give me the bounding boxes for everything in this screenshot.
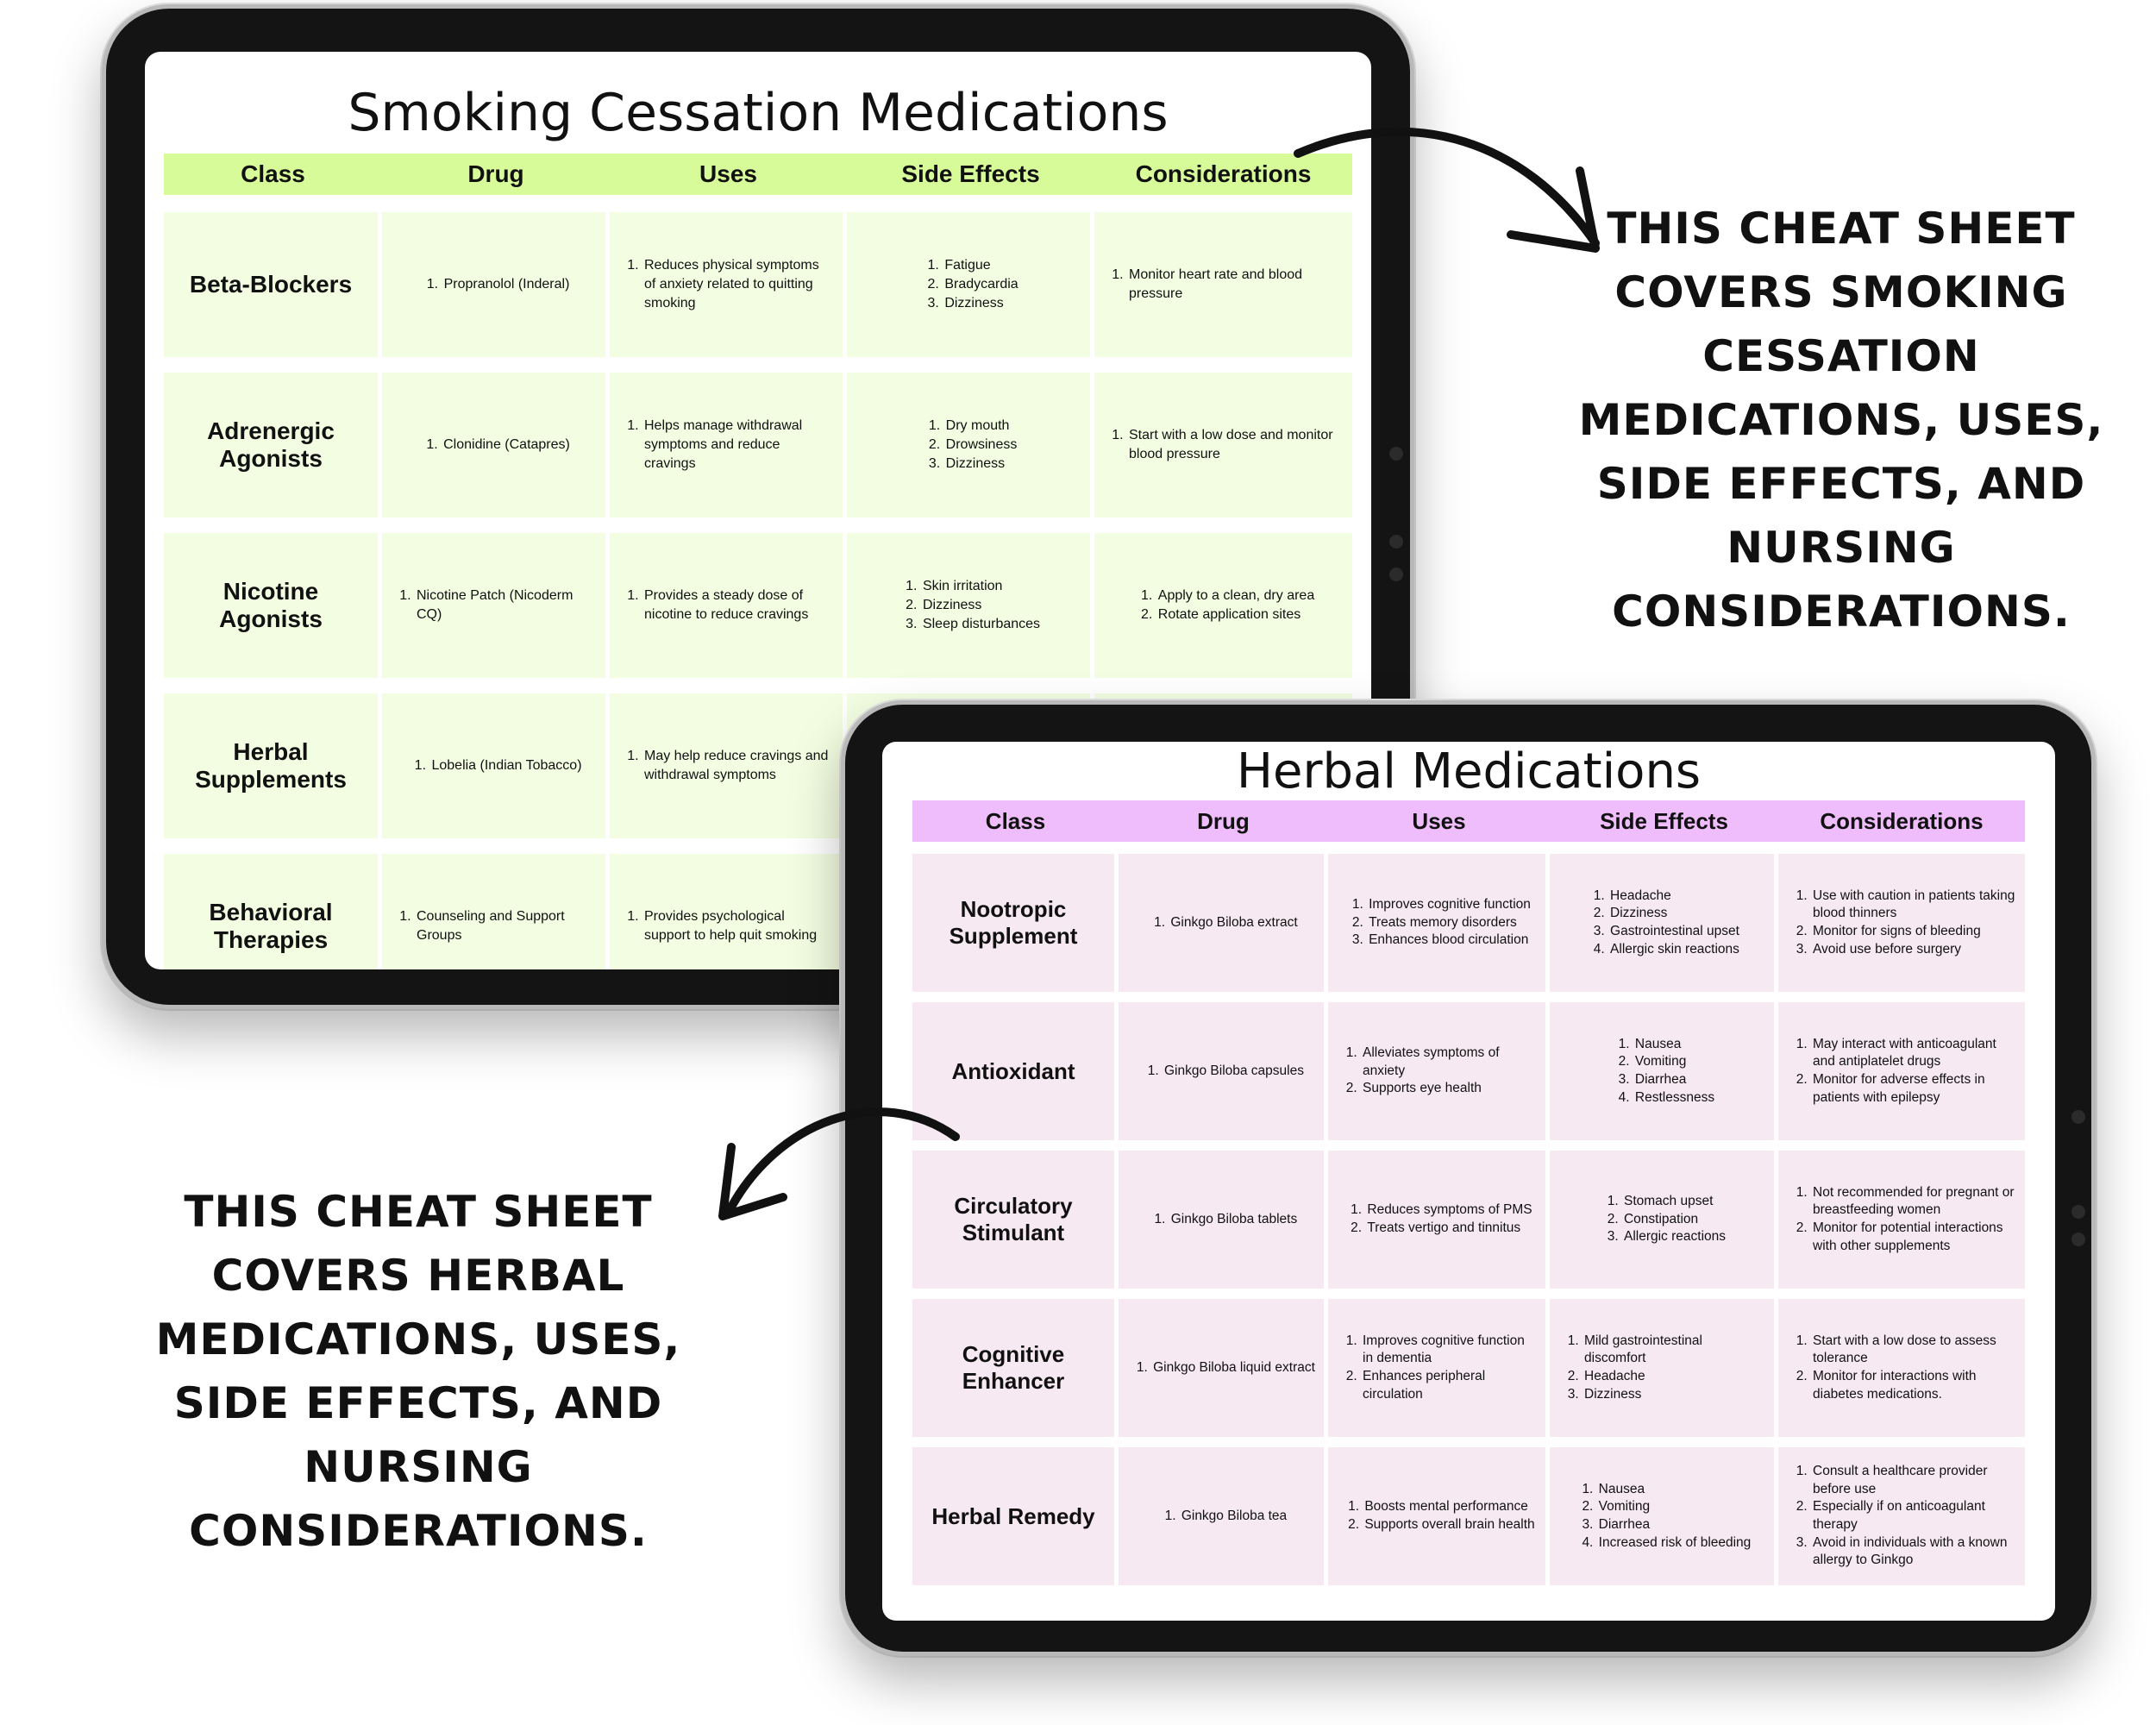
list-item: 1. May help reduce cravings and withdrawal symptoms [642,747,834,785]
numbered-list [1103,426,1344,464]
list-item: 1. Mild gastrointestinal discomfort [1583,1333,1765,1368]
list-item: 2. Rotate application sites [1156,605,1314,624]
button-dot [1389,568,1403,581]
numbered-list [1132,586,1314,624]
camera-dot [2071,1110,2085,1124]
drug-cell [1119,1151,1328,1289]
column-header: Drug [467,160,524,187]
numbered-list [618,256,834,312]
drug-cell [1119,1002,1328,1140]
list-item: 1. Provides psychological support to help quit smoking [642,907,834,945]
numbered-list [1787,888,2016,958]
list-item: 1. Fatigue [943,256,1018,275]
class-cell [912,1002,1119,1140]
class-label: Herbal Supplements [195,738,347,793]
column-header: Side Effects [1600,807,1728,834]
list-item: 2. Especially if on anticoagulant therapy [1811,1498,2016,1534]
class-label: Nootropic Supplement [949,896,1078,949]
list-item: 2. Vomiting [1633,1053,1714,1071]
numbered-list [1138,1063,1304,1081]
list-item: 1. Start with a low dose to assess tolerance [1811,1333,2016,1368]
numbered-list [1338,1498,1534,1534]
list-item: 1. Propranolol (Inderal) [442,275,570,294]
numbered-list [1156,1508,1287,1526]
drug-cell [382,533,610,678]
list-item: 1. Clonidine (Catapres) [442,436,570,455]
considerations-cell [1094,533,1352,678]
numbered-list [405,756,581,775]
list-item: 1. Stomach upset [1622,1193,1726,1211]
class-label: Nicotine Agonists [219,578,323,632]
list-item: 2. Supports overall brain health [1363,1516,1534,1534]
list-item: 2. Vomiting [1597,1498,1752,1516]
drug-cell [382,693,610,838]
numbered-list [1787,1463,2016,1570]
list-item: 3. Allergic reactions [1622,1228,1726,1246]
numbered-list [417,436,570,455]
numbered-list [618,417,834,473]
uses-cell [610,693,847,838]
class-label: Beta-Blockers [189,271,353,298]
button-dot [2071,1233,2085,1246]
side-effects-cell [1550,1447,1778,1585]
class-label: Antioxidant [951,1057,1075,1084]
numbered-list [618,907,834,945]
list-item: 2. Treats vertigo and tinnitus [1365,1220,1532,1238]
uses-cell [1328,854,1550,992]
page-title: Smoking Cessation Medications [348,83,1169,143]
table-header [164,154,1352,195]
caption-herbal: THIS CHEAT SHEET COVERS HERBAL MEDICATIONS, USES, SIDE EFFECTS, AND NURSING CONSIDERATIONS. [155,1187,681,1556]
side-effects-cell [1550,1151,1778,1289]
list-item: 3. Diarrhea [1597,1516,1752,1534]
numbered-list [1144,914,1297,932]
list-item: 3. Diarrhea [1633,1071,1714,1089]
tablet-screen [882,742,2055,1621]
drug-cell [1119,1447,1328,1585]
table-row [912,854,2025,992]
numbered-list [1609,1036,1714,1107]
list-item: 3. Gastrointestinal upset [1608,923,1739,941]
list-item: 2. Monitor for interactions with diabetes medications. [1811,1368,2016,1403]
numbered-list [618,747,834,785]
list-item: 1. Counseling and Support Groups [415,907,597,945]
uses-cell [610,854,847,969]
list-item: 1. Helps manage withdrawal symptoms and reduce cravings [642,417,834,473]
list-item: 1. Ginkgo Biloba tablets [1169,1211,1297,1229]
considerations-cell [1094,212,1352,357]
numbered-list [391,907,597,945]
list-item: 1. Start with a low dose and monitor blood pressure [1127,426,1344,464]
column-header: Uses [1412,807,1466,834]
button-dot [1389,535,1403,549]
list-item: 3. Dizziness [944,455,1018,474]
column-header: Considerations [1820,807,1984,834]
numbered-list [1787,1184,2016,1255]
numbered-list [1337,1333,1537,1403]
class-cell [912,1299,1119,1437]
list-item: 4. Restlessness [1633,1089,1714,1107]
column-header: Side Effects [901,160,1040,187]
numbered-list [1337,1044,1537,1098]
list-item: 3. Dizziness [943,294,1018,313]
list-item: 1. Improves cognitive function [1367,896,1531,914]
column-header: Considerations [1135,160,1312,187]
list-item: 3. Dizziness [1583,1386,1765,1404]
list-item: 2. Drowsiness [944,436,1018,455]
table-row [912,1002,2025,1140]
numbered-list [1573,1481,1752,1552]
list-item: 1. Ginkgo Biloba tea [1180,1508,1287,1526]
page-title: Herbal Medications [1236,743,1702,800]
drug-cell [1119,854,1328,992]
uses-cell [1328,1002,1550,1140]
uses-cell [610,533,847,678]
column-header: Class [241,160,305,187]
list-item: 2. Supports eye health [1361,1080,1537,1098]
list-item: 1. Provides a steady dose of nicotine to reduce cravings [642,586,834,624]
numbered-list [920,417,1018,473]
table-row [912,1151,2025,1289]
list-item: 1. Lobelia (Indian Tobacco) [429,756,581,775]
list-item: 1. Ginkgo Biloba capsules [1163,1063,1304,1081]
numbered-list [391,586,597,624]
numbered-list [1103,266,1344,304]
table-row [164,373,1352,518]
list-item: 1. Reduces symptoms of PMS [1365,1201,1532,1220]
table-row [912,1447,2025,1585]
list-item: 2. Enhances peripheral circulation [1361,1368,1537,1403]
list-item: 2. Dizziness [1608,905,1739,923]
considerations-cell [1778,1151,2025,1289]
list-item: 1. Skin irritation [921,577,1040,596]
list-item: 1. Consult a healthcare provider before use [1811,1463,2016,1498]
uses-cell [1328,1447,1550,1585]
considerations-cell [1778,1299,2025,1437]
list-item: 2. Headache [1583,1368,1765,1386]
drug-cell [382,212,610,357]
side-effects-cell [847,373,1094,518]
numbered-list [1598,1193,1726,1246]
class-cell [164,212,382,357]
list-item: 1. Reduces physical symptoms of anxiety related to quitting smoking [642,256,834,312]
camera-dot [1389,447,1403,461]
list-item: 1. Boosts mental performance [1363,1498,1534,1516]
numbered-list [1584,888,1739,958]
numbered-list [1145,1211,1297,1229]
list-item: 1. Use with caution in patients taking blood thinners [1811,888,2016,923]
class-label: Adrenergic Agonists [207,417,335,472]
list-item: 2. Monitor for adverse effects in patients with epilepsy [1811,1071,2016,1107]
side-effects-cell [1550,1299,1778,1437]
list-item: 1. Nicotine Patch (Nicoderm CQ) [415,586,597,624]
list-item: 1. Alleviates symptoms of anxiety [1361,1044,1537,1080]
numbered-list [618,586,834,624]
list-item: 2. Monitor for potential interactions with other supplements [1811,1220,2016,1255]
considerations-cell [1778,1447,2025,1585]
class-label: Cognitive Enhancer [962,1341,1065,1394]
list-item: 3. Avoid use before surgery [1811,941,2016,959]
list-item: 4. Increased risk of bleeding [1597,1534,1752,1552]
drug-cell [1119,1299,1328,1437]
numbered-list [1558,1333,1765,1403]
list-item: 1. Dry mouth [944,417,1018,436]
numbered-list [918,256,1018,312]
list-item: 4. Allergic skin reactions [1608,941,1739,959]
list-item: 2. Monitor for signs of bleeding [1811,923,2016,941]
list-item: 3. Sleep disturbances [921,615,1040,634]
class-cell [912,854,1119,992]
class-cell [164,373,382,518]
considerations-cell [1094,373,1352,518]
list-item: 1. Headache [1608,888,1739,906]
uses-cell [610,212,847,357]
drug-cell [382,854,610,969]
class-label: Circulatory Stimulant [954,1193,1073,1245]
table-row [912,1299,2025,1437]
list-item: 1. Ginkgo Biloba liquid extract [1151,1359,1315,1377]
class-cell [164,533,382,678]
class-label: Herbal Remedy [931,1502,1095,1529]
list-item: 1. May interact with anticoagulant and antiplatelet drugs [1811,1036,2016,1071]
class-cell [164,854,382,969]
list-item: 2. Dizziness [921,596,1040,615]
table-row [164,212,1352,357]
list-item: 1. Not recommended for pregnant or breastfeeding women [1811,1184,2016,1220]
numbered-list [1127,1359,1315,1377]
numbered-list [418,275,570,294]
table-header [912,800,2025,842]
column-header: Uses [699,160,757,187]
considerations-cell [1778,1002,2025,1140]
numbered-list [1341,1201,1532,1237]
column-header: Drug [1197,807,1250,834]
side-effects-cell [1550,1002,1778,1140]
list-item: 1. Nausea [1597,1481,1752,1499]
list-item: 3. Avoid in individuals with a known allergy to Ginkgo [1811,1534,2016,1570]
class-cell [912,1447,1119,1585]
arrow-head-bottom [723,1147,783,1216]
considerations-cell [1778,854,2025,992]
uses-cell [1328,1299,1550,1437]
uses-cell [610,373,847,518]
numbered-list [1787,1036,2016,1107]
list-item: 1. Nausea [1633,1036,1714,1054]
numbered-list [897,577,1040,633]
drug-cell [382,373,610,518]
tablet-herbal-medications [841,700,2096,1656]
list-item: 1. Improves cognitive function in dementia [1361,1333,1537,1368]
uses-cell [1328,1151,1550,1289]
class-cell [164,693,382,838]
list-item: 2. Treats memory disorders [1367,914,1531,932]
list-item: 1. Apply to a clean, dry area [1156,586,1314,605]
side-effects-cell [847,533,1094,678]
numbered-list [1787,1333,2016,1403]
list-item: 1. Monitor heart rate and blood pressure [1127,266,1344,304]
button-dot [2071,1205,2085,1219]
list-item: 2. Bradycardia [943,275,1018,294]
column-header: Class [985,807,1046,834]
side-effects-cell [847,212,1094,357]
class-label: Behavioral Therapies [209,899,333,953]
list-item: 1. Ginkgo Biloba extract [1169,914,1297,932]
list-item: 3. Enhances blood circulation [1367,932,1531,950]
table-row [164,533,1352,678]
caption-smoking-cessation: THIS CHEAT SHEET COVERS SMOKING CESSATION MEDICATIONS, USES, SIDE EFFECTS, AND NURSING CONSIDERATIONS. [1578,204,2104,637]
class-cell [912,1151,1119,1289]
side-effects-cell [1550,854,1778,992]
list-item: 2. Constipation [1622,1211,1726,1229]
numbered-list [1343,896,1531,950]
